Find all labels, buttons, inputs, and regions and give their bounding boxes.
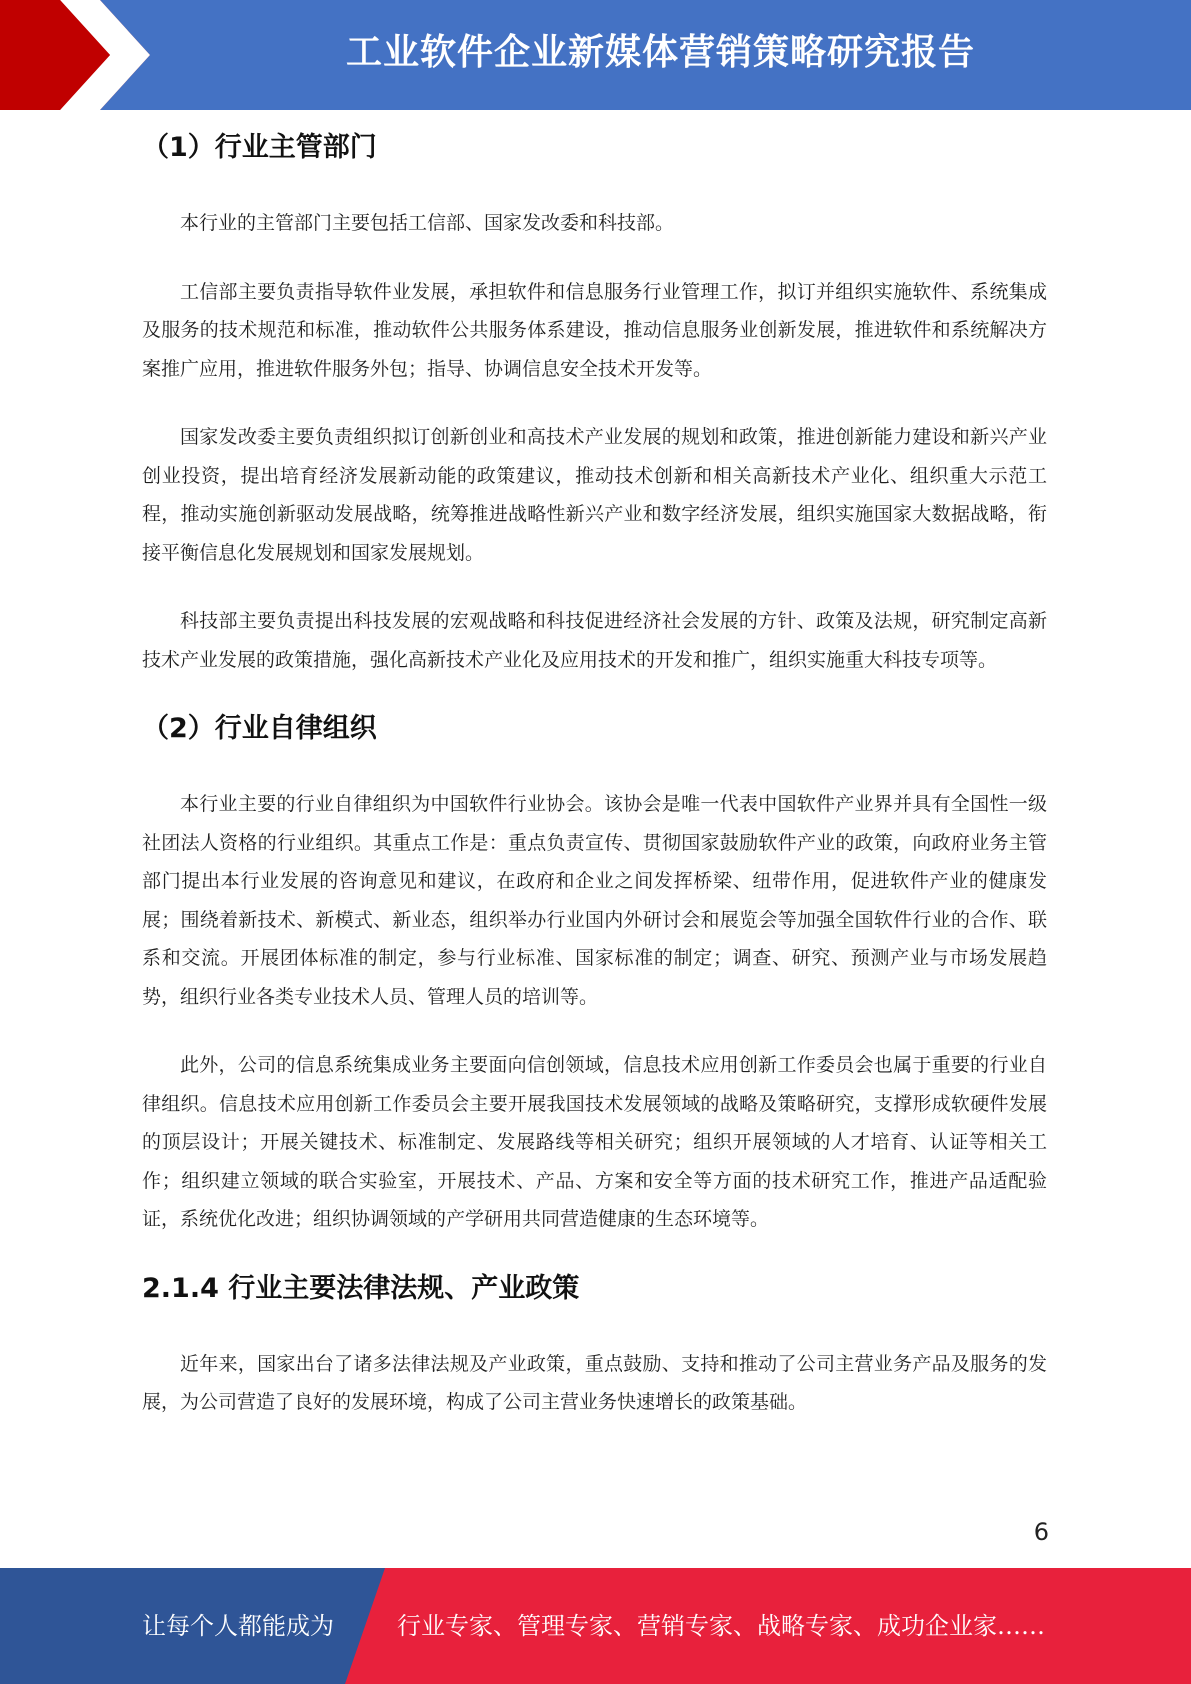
section-heading: （2）行业自律组织 (142, 713, 377, 744)
header-arrow-shape (0, 0, 170, 110)
page-footer (0, 1568, 1191, 1684)
footer-slogan-left: 让每个人都能成为 (142, 1612, 334, 1640)
paragraph: 工信部主要负责指导软件业发展，承担软件和信息服务行业管理工作，拟订并组织实施软件、系统集成及服务的技术规范和标准，推动软件公共服务体系建设，推动信息服务业创新发展，推进软件和系统解决方案推广应用，推进软件服务外包；指导、协调信息安全技术开发等。 (142, 280, 1047, 380)
report-title: 工业软件企业新媒体营销策略研究报告 (345, 32, 975, 73)
document-body (142, 122, 1047, 1422)
paragraph: 本行业主要的行业自律组织为中国软件行业协会。该协会是唯一代表中国软件产业界并具有全国性一级社团法人资格的行业组织。其重点工作是：重点负责宣传、贯彻国家鼓励软件产业的政策，向政府业务主管部门提出本行业发展的咨询意见和建议，在政府和企业之间发挥桥梁、纽带作用，促进软件产业的健康发展；围绕着新技术、新模式、新业态，组织举办行业国内外研讨会和展览会等加强全国软件行业的合作、联系和交流。开展团体标准的制定，参与行业标准、国家标准的制定；调查、研究、预测产业与市场发展趋势，组织行业各类专业技术人员、管理人员的培训等。 (142, 793, 1047, 1008)
paragraph: 此外，公司的信息系统集成业务主要面向信创领域，信息技术应用创新工作委员会也属于重要的行业自律组织。信息技术应用创新工作委员会主要开展我国技术发展领域的战略及策略研究，支撑形成软硬件发展的顶层设计；开展关键技术、标准制定、发展路线等相关研究；组织开展领域的人才培育、认证等相关工作；组织建立领域的联合实验室，开展技术、产品、方案和安全等方面的技术研究工作，推进产品适配验证，系统优化改进；组织协调领域的产学研用共同营造健康的生态环境等。 (142, 1054, 1047, 1230)
paragraph: 科技部主要负责提出科技发展的宏观战略和科技促进经济社会发展的方针、政策及法规，研究制定高新技术产业发展的政策措施，强化高新技术产业化及应用技术的开发和推广，组织实施重大科技专项等。 (142, 610, 1047, 671)
paragraph: 近年来，国家出台了诸多法律法规及产业政策，重点鼓励、支持和推动了公司主营业务产品及服务的发展，为公司营造了良好的发展环境，构成了公司主营业务快速增长的政策基础。 (142, 1352, 1047, 1413)
page-header (0, 0, 1191, 110)
page-number: 6 (1033, 1518, 1049, 1546)
footer-slogan-right: 行业专家、管理专家、营销专家、战略专家、成功企业家…… (397, 1612, 1045, 1640)
section-heading: （1）行业主管部门 (142, 132, 377, 163)
paragraph: 本行业的主管部门主要包括工信部、国家发改委和科技部。 (180, 212, 675, 234)
paragraph: 国家发改委主要负责组织拟订创新创业和高技术产业发展的规划和政策，推进创新能力建设和新兴产业创业投资，提出培育经济发展新动能的政策建议，推动技术创新和相关高新技术产业化、组织重大示范工程，推动实施创新驱动发展战略，统筹推进战略性新兴产业和数字经济发展，组织实施国家大数据战略，衔接平衡信息化发展规划和国家发展规划。 (142, 426, 1047, 564)
section-heading: 2.1.4 行业主要法律法规、产业政策 (142, 1272, 580, 1304)
